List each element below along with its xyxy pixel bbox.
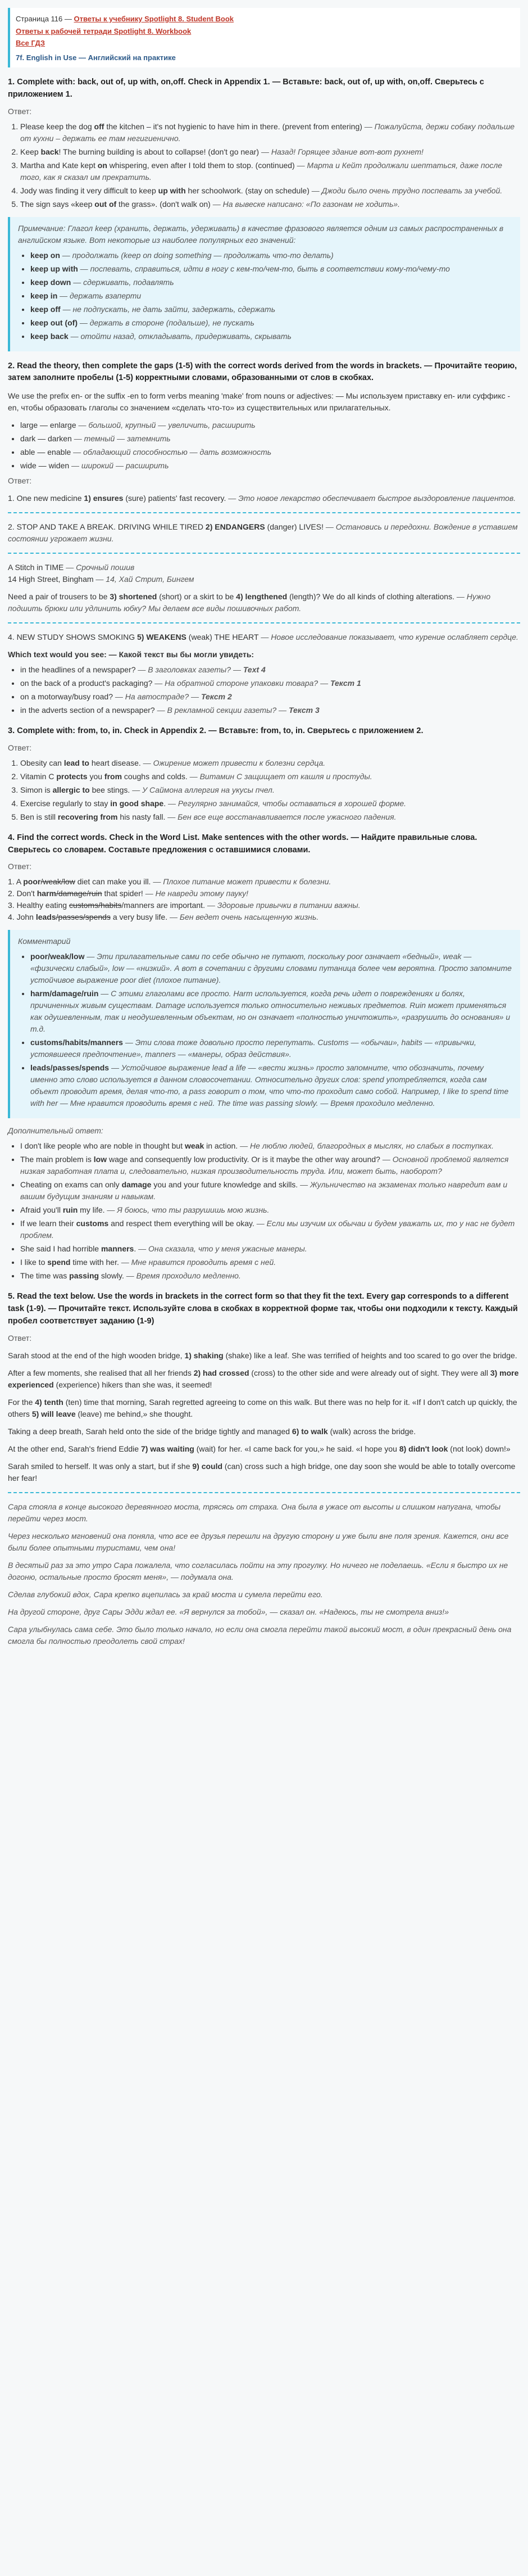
- list-item: 4. Jody was finding it very difficult to keep up with her schoolwork. (stay on schedule) — Джоди было очень трудно поспевать за учебой.: [20, 185, 520, 197]
- story-paragraph: For the 4) tenth (ten) time that morning, Sarah regretted agreeing to come on this walk. But there was no help for it. «If I don't catch up quickly, the others 5) will leave (leave) me behind,» she thought.: [8, 1397, 517, 1418]
- list-item: 5. Ben is still recovering from his nasty fall. — Бен все еще восстанавливается после ужасного падения.: [20, 811, 520, 823]
- list-item: • keep on — продолжать (keep on doing something — продолжать что-то делать): [30, 250, 512, 261]
- translation-paragraph: Сделав глубокий вдох, Сара крепко вцепилась за край моста и сумела перейти его.: [8, 1589, 323, 1599]
- examples-list: [8, 419, 520, 472]
- link-student-book[interactable]: Ответы к учебнику Spotlight 8. Student Book: [74, 15, 234, 23]
- list-item: • I don't like people who are noble in thought but weak in action. — Не люблю людей, благородных в мыслях, но слабых в поступках.: [20, 1140, 520, 1152]
- list-item: 2. Don't harm/damage/ruin that spider! — Не навреди этому пауку!: [8, 889, 249, 898]
- answer-label: Ответ:: [8, 1333, 32, 1343]
- list-item: • The time was passing slowly. — Время проходило медленно.: [20, 1270, 520, 1282]
- extra-answer-label: Дополнительный ответ:: [8, 1126, 103, 1136]
- text-4: 4. NEW STUDY SHOWS SMOKING 5) WEAKENS (weak) THE HEART — Новое исследование показывает, что курение ослабляет сердце.: [8, 632, 518, 641]
- translation-paragraph: Через несколько мгновений она поняла, что все ее друзья перешли на другую сторону и уже были вне поля зрения. Кажется, они все были более опытными туристами, чем она!: [8, 1531, 509, 1552]
- list-item: 3. Martha and Kate kept on whispering, even after I told them to stop. (continued) — Марта и Кейт продолжали шептаться, даже после того, как я сказал им прекратить.: [20, 160, 520, 183]
- list-item: 1. Obesity can lead to heart disease. — Ожирение может привести к болезни сердца.: [20, 757, 520, 769]
- answer-label: Ответ:: [8, 862, 32, 871]
- theory-text: We use the prefix en- or the suffix -en to form verbs meaning 'make' from nouns or adjectives: — Мы используем приставку en- или суффикс -en, чтобы образовать глаголы со значением «сделать что-то» из существительных или прилагательных.: [8, 391, 511, 412]
- list-item: • keep in — держать взаперти: [30, 290, 512, 302]
- category-link[interactable]: 7f. English in Use — Английский на практике: [16, 53, 176, 62]
- list-item: 4. Exercise regularly to stay in good shape. — Регулярно занимайся, чтобы оставаться в хорошей форме.: [20, 798, 520, 810]
- which-list: [8, 664, 520, 716]
- task-1-answers: [8, 121, 520, 210]
- divider: [8, 622, 520, 623]
- list-item: 3. Simon is allergic to bee stings. — У Саймона аллергия на укусы пчел.: [20, 784, 520, 796]
- list-item: • harm/damage/ruin — С этими глаголами все просто. Harm используется, когда речь идет о повреждениях и болях, причиненных живым существам. Damage используется только относительно неживых предметов. Ruin может применяться как одушевленным, так и неодушевленным объектам, но он означает «полностью уничтожить», «разрушить до основания» и т.д.: [30, 988, 512, 1035]
- task-4-heading: 4. Find the correct words. Check in the Word List. Make sentences with the other words. — Найдите правильные слова. Сверьтесь со словарем. Составьте предложения с оставшимися словами.: [8, 833, 477, 855]
- divider: [8, 1492, 520, 1493]
- list-item: • customs/habits/manners — Эти слова тоже довольно просто перепутать. Customs — «обычаи», habits — «привычки, устоявшееся предпочтение», manners — «манеры, образ действия».: [30, 1037, 512, 1060]
- list-item: • dark — darken — темный — затемнить: [20, 433, 520, 445]
- list-item: • If we learn their customs and respect them everything will be okay. — Если мы изучим их обычаи и будем уважать их, то у нас не будет проблем.: [20, 1218, 520, 1241]
- translation-paragraph: На другой стороне, друг Сары Эдди ждал ее. «Я вернулся за тобой», — сказал он. «Надеюсь, ты не смотрела вниз!»: [8, 1607, 449, 1616]
- list-item: • She said I had horrible manners. — Она сказала, что у меня ужасные манеры.: [20, 1243, 520, 1255]
- list-item: • The main problem is low wage and consequently low productivity. Or is it maybe the other way around? — Основной проблемой является низкая заработная плата и, следовательно, низкая производительность труда. Или, может быть, наоборот?: [20, 1154, 520, 1177]
- extra-answers: [8, 1140, 520, 1282]
- task-2-heading: 2. Read the theory, then complete the gaps (1-5) with the correct words derived from the words in brackets. — Прочитайте теорию, затем заполните пробелы (1-5) корректными словами, образованными от слов в скобках.: [8, 361, 517, 383]
- list-item: • able — enable — обладающий способностью — дать возможность: [20, 446, 520, 458]
- divider: [8, 553, 520, 554]
- list-item: 1. Please keep the dog off the kitchen – it's not hygienic to have him in there. (prevent from entering) — Пожалуйста, держи собаку подальше от кухни – держать ее там негигиенично.: [20, 121, 520, 144]
- list-item: 1. A poor/weak/low diet can make you ill. — Плохое питание может привести к болезни.: [8, 877, 331, 887]
- list-item: • leads/passes/spends — Устойчивое выражение lead a life — «вести жизнь» просто запомните, что обозначить, почему именно это слово используется в данном словосочетании. Относительно других слов: spend употребляется, когда сам объект проводит время, делая что-то, а pass говорит о том, что что-то проходит само собой. Например, I like to spend time with her — Мне нравится проводить время с ней. The time was passing slowly. — Время проходило медленно.: [30, 1062, 512, 1109]
- task-1-heading: 1. Complete with: back, out of, up with, on,off. Check in Appendix 1. — Вставьте: back, out of, up with, on,off. Сверьтесь с приложением 1.: [8, 78, 484, 99]
- divider: [8, 512, 520, 513]
- list-item: 3. Healthy eating customs/habits/manners are important. — Здоровые привычки в питании важны.: [8, 901, 361, 910]
- list-item: • in the headlines of a newspaper? — В заголовках газеты? — Text 4: [20, 664, 520, 676]
- comment-head: Комментарий: [18, 937, 71, 946]
- list-item: 2. Vitamin C protects you from coughs and colds. — Витамин С защищает от кашля и простуды.: [20, 771, 520, 783]
- list-item: • poor/weak/low — Эти прилагательные сами по себе обычно не путают, поскольку poor означает «бедный», weak — «физически слабый», low — «низкий». А вот в сочетании с другими словами путаница более чем вероятна. Просто запомните устойчивое выражение poor diet (плохое питание).: [30, 951, 512, 986]
- list-item: • keep back — отойти назад, откладывать, придерживать, скрывать: [30, 331, 512, 342]
- list-item: • I like to spend time with her. — Мне нравится проводить время с ней.: [20, 1257, 520, 1268]
- list-item: • keep out (of) — держать в стороне (подальше), не пускать: [30, 317, 512, 329]
- list-item: • large — enlarge — большой, крупный — увеличить, расширить: [20, 419, 520, 431]
- task-3-heading: 3. Complete with: from, to, in. Check in Appendix 2. — Вставьте: from, to, in. Сверьтесь с приложением 2.: [8, 726, 424, 735]
- list-item: • Afraid you'll ruin my life. — Я боюсь, что ты разрушишь мою жизнь.: [20, 1204, 520, 1216]
- list-item: • Cheating on exams can only damage you and your future knowledge and skills. — Жульничество на экзаменах только навредит вам и вашим будущим знаниям и навыкам.: [20, 1179, 520, 1203]
- task-3-answers: [8, 757, 520, 823]
- page-label: Страница 116 —: [16, 15, 72, 23]
- translation-paragraph: Сара стояла в конце высокого деревянного моста, трясясь от страха. Она была в ужасе от высоты и слишком напугана, чтобы перейти через мост.: [8, 1502, 501, 1523]
- answer-label: Ответ:: [8, 106, 32, 116]
- text-3: A Stitch in TIME — Срочный пошив 14 High Street, Bingham — 14, Хай Стрит, Бингем Need a pair of trousers to be 3) shortened (short) or a skirt to be 4) lengthened (length)? We do all kinds of clothing alterations. — Нужно подшить брюки или удлинить юбку? Мы делаем все виды пошивочных работ.: [8, 563, 491, 613]
- note-head: Примечание: Глагол keep (хранить, держать, удерживать) в качестве фразового является одним из самых распространенных в английском языке. Вот некоторые из наиболее популярных его значений:: [18, 223, 504, 245]
- list-item: 2. Keep back! The burning building is about to collapse! (don't go near) — Назад! Горящее здание вот-вот рухнет!: [20, 146, 520, 158]
- list-item: 5. The sign says «keep out of the grass». (don't walk on) — На вывеске написано: «По газонам не ходить».: [20, 198, 520, 210]
- link-workbook[interactable]: Ответы к рабочей тетради Spotlight 8. Workbook: [16, 26, 192, 35]
- text-2: 2. STOP AND TAKE A BREAK. DRIVING WHILE TIRED 2) ENDANGERS (danger) LIVES! — Остановись и передохни. Вождение в уставшем состоянии угрожает жизни.: [8, 522, 518, 543]
- page-navigation: [8, 8, 520, 67]
- comment-box: [8, 930, 520, 1118]
- list-item: • on the back of a product's packaging? — На обратной стороне упаковки товара? — Текст 1: [20, 677, 520, 689]
- translation-paragraph: В десятый раз за это утро Сара пожалела, что согласилась пойти на эту прогулку. Но ничего не поделаешь. «Если я быстро их не догоню, остальные просто бросят меня», — подумала она.: [8, 1560, 508, 1581]
- list-item: • keep down — сдерживать, подавлять: [30, 277, 512, 288]
- list-item: • keep off — не подпускать, не дать зайти, задержать, сдержать: [30, 304, 512, 315]
- text-1: 1. One new medicine 1) ensures (sure) patients' fast recovery. — Это новое лекарство обеспечивает быстрое выздоровление пациентов.: [8, 494, 516, 503]
- link-all-gdz[interactable]: Все ГДЗ: [16, 39, 45, 47]
- story-paragraph: Taking a deep breath, Sarah held onto the side of the bridge tightly and managed 6) to walk (walk) across the bridge.: [8, 1426, 416, 1436]
- answer-label: Ответ:: [8, 743, 32, 752]
- story-paragraph: At the other end, Sarah's friend Eddie 7) was waiting (wait) for her. «I came back for you,» he said. «I hope you 8) didn't look (not look) down!»: [8, 1444, 511, 1453]
- answer-label: Ответ:: [8, 476, 32, 485]
- story-paragraph: Sarah smiled to herself. It was only a start, but if she 9) could (can) cross such a high bridge, one day soon she would be able to totally overcome her fear!: [8, 1461, 516, 1483]
- list-item: 4. John leads/passes/spends a very busy life. — Бен ведет очень насыщенную жизнь.: [8, 912, 319, 922]
- list-item: • keep up with — поспевать, справиться, идти в ногу с кем-то/чем-то, быть в соответствии кому-то/чему-то: [30, 263, 512, 275]
- list-item: • on a motorway/busy road? — На автостраде? — Текст 2: [20, 691, 520, 703]
- task-4-answers: [8, 876, 520, 923]
- which-text-question: Which text would you see: — Какой текст вы бы могли увидеть:: [8, 650, 254, 659]
- list-item: • in the adverts section of a newspaper? — В рекламной секции газеты? — Текст 3: [20, 704, 520, 716]
- list-item: • wide — widen — широкий — расширить: [20, 460, 520, 472]
- story-paragraph: Sarah stood at the end of the high wooden bridge, 1) shaking (shake) like a leaf. She was terrified of heights and too scared to go over the bridge.: [8, 1350, 517, 1360]
- note-box: [8, 217, 520, 351]
- translation-paragraph: Сара улыбнулась сама себе. Это было только начало, но если она смогла перейти такой высокий мост, в один прекрасный день она смогла бы полностью преодолеть свой страх!: [8, 1624, 512, 1646]
- task-5-heading: 5. Read the text below. Use the words in brackets in the correct form so that they fit the text. Every gap corresponds to a different task (1-9). — Прочитайте текст. Используйте слова в скобках в корректной форме так, чтобы они подходили к тексту. Каждый пробел соответствует заданию (1-9): [8, 1292, 518, 1326]
- story-paragraph: After a few moments, she realised that all her friends 2) had crossed (cross) to the other side and were already out of sight. They were all 3) more experienced (experience) hikers than she was, it seemed!: [8, 1368, 519, 1389]
